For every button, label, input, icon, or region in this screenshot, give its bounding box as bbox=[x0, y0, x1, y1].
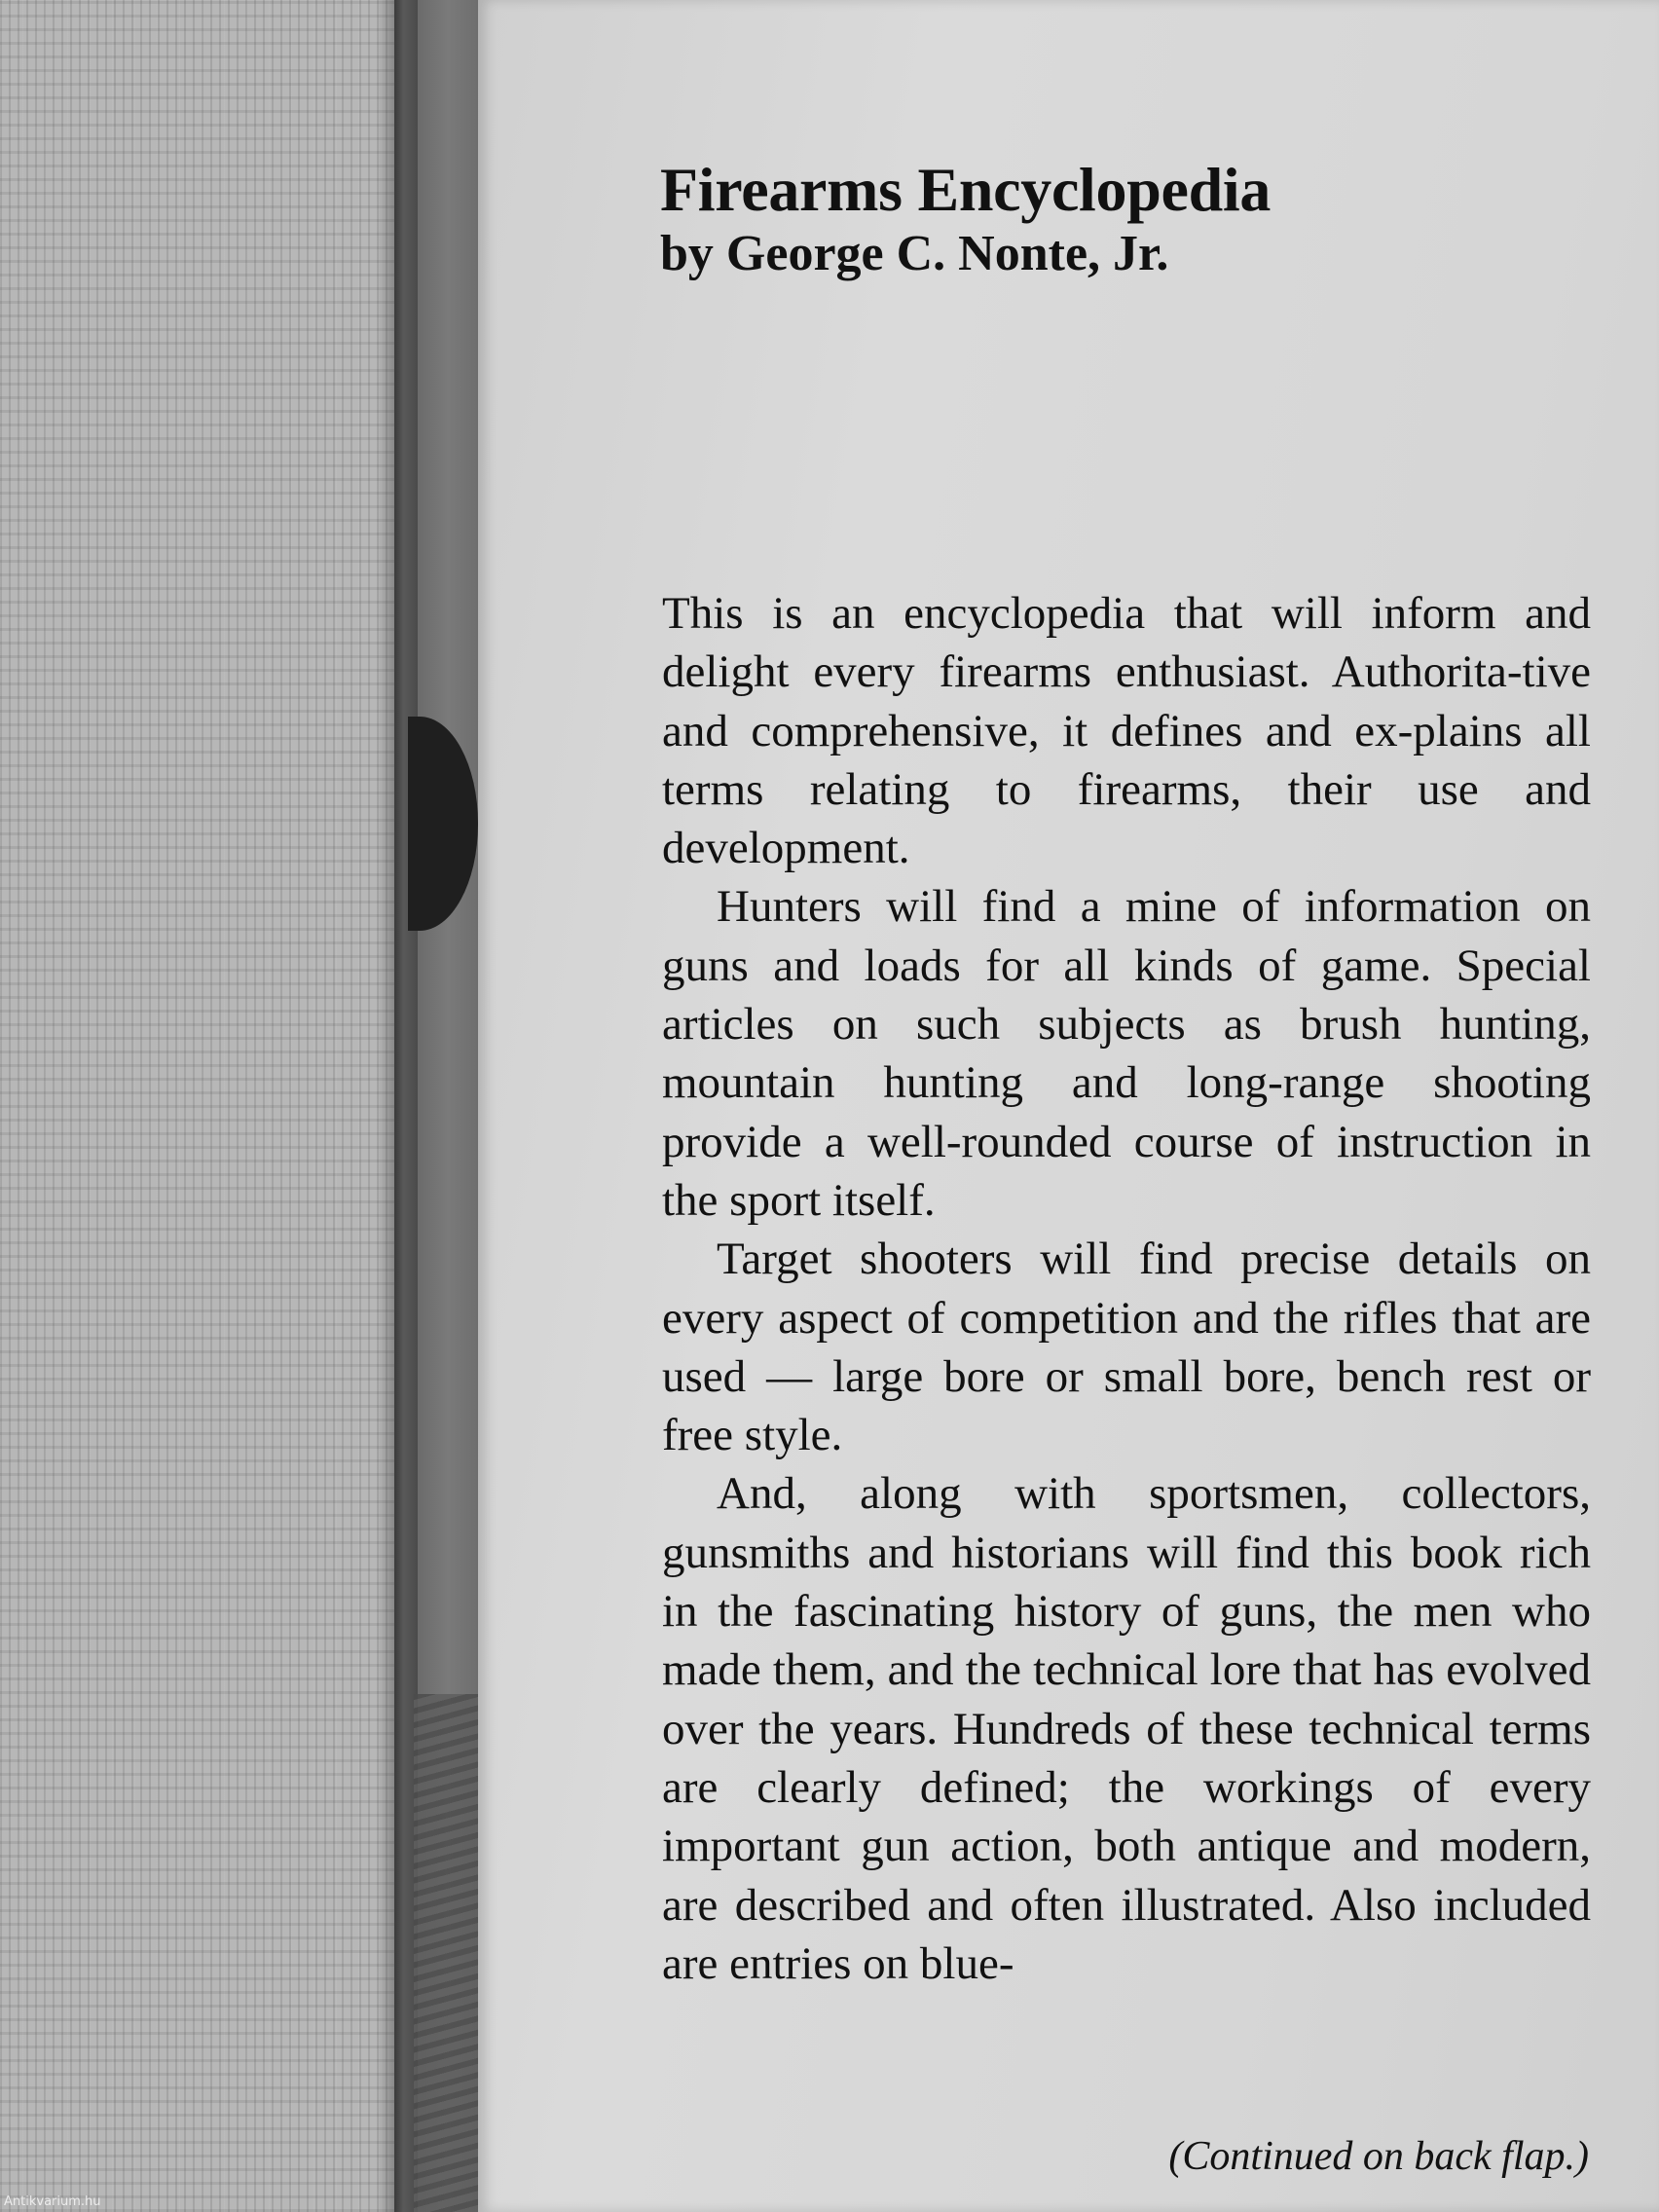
continued-note: (Continued on back flap.) bbox=[1168, 2134, 1589, 2179]
left-cover-board bbox=[0, 0, 394, 2212]
paragraph-target-shooters: Target shooters will find precise details on every aspect of competition and the rifles that are used — large bore or small bore, bench rest or free style. bbox=[662, 1234, 1591, 1461]
paragraph-intro: This is an encyclopedia that will inform and delight every firearms enthusiast. Authorita-tive and comprehensive, it defines and ex-plains all terms relating to firearms, their use and development. bbox=[662, 588, 1591, 874]
title-block bbox=[660, 156, 1536, 284]
book-title: Firearms Encyclopedia bbox=[660, 155, 1272, 224]
paragraph-hunters: Hunters will find a mine of information on guns and loads for all kinds of game. Special articles on such subjects as brush hunting, mountain hunting and long-range shooting provide a well-rounded course of instruction in the sport itself. bbox=[662, 881, 1591, 1226]
paragraph-collectors: And, along with sportsmen, collectors, gunsmiths and historians will find this book rich in the fascinating history of guns, the men who made them, and the technical lore that has evolved over the years. Hundreds of these technical terms are clearly defined; the workings of every important gun action, both antique and modern, are described and often illustrated. Also included are entries on blue- bbox=[662, 1468, 1591, 1989]
book-author: by George C. Nonte, Jr. bbox=[660, 226, 1169, 281]
flap-description bbox=[662, 584, 1591, 1993]
watermark: Antikvarium.hu bbox=[4, 2194, 101, 2209]
